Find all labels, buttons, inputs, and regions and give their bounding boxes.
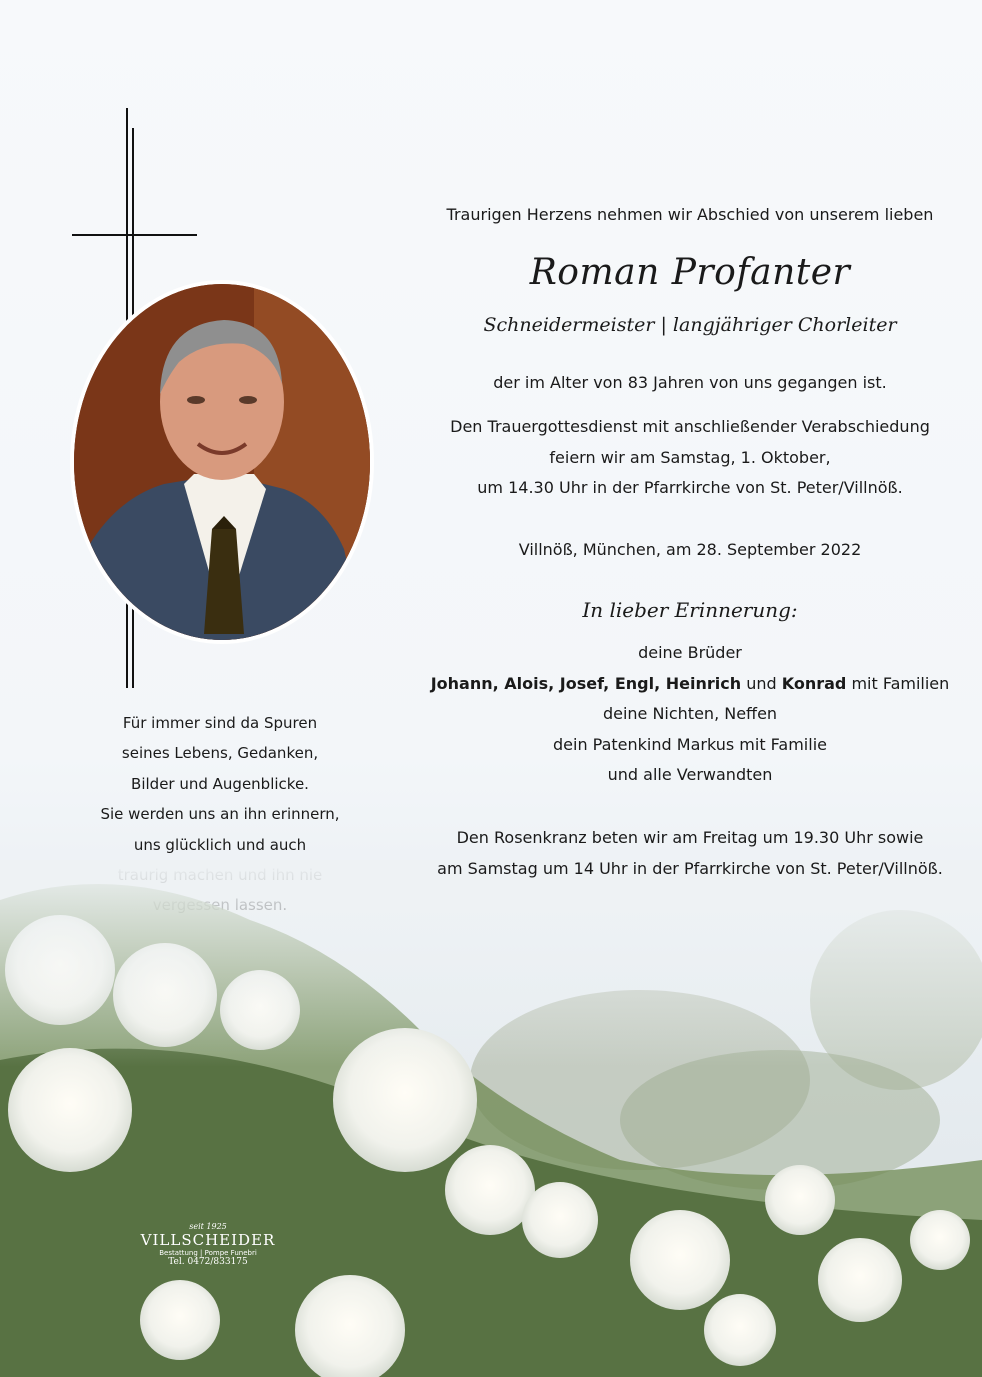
mourners-names: Johann, Alois, Josef, Engl, Heinrich: [430, 673, 742, 693]
deceased-titles: Schneidermeister | langjähriger Chorleiter: [483, 314, 897, 336]
poem-line: Sie werden uns an ihn erinnern,: [100, 805, 340, 824]
place-date: Villnöß, München, am 28. September 2022: [518, 540, 862, 559]
poem-line: Für immer sind da Spuren: [122, 714, 318, 732]
rosary-line: am Samstag um 14 Uhr in der Pfarrkirche von St. Peter/Villnöß.: [437, 858, 943, 878]
mourners-line: dein Patenkind Markus mit Familie: [553, 734, 827, 754]
mourners-name-last: Konrad: [781, 673, 847, 693]
funeral-line: Den Trauergottesdienst mit anschließender Verabschiedung: [450, 417, 930, 436]
logo-tagline: Bestattung | Pompe Funebri: [159, 1249, 257, 1257]
mourners-line: deine Nichten, Neffen: [602, 704, 778, 723]
logo-phone: Tel. 0472/833175: [168, 1257, 248, 1267]
mourners-line: deine Brüder: [638, 643, 742, 662]
rosary-line: Den Rosenkranz beten wir am Freitag um 19.30 Uhr sowie: [456, 828, 924, 847]
rosary-info: [410, 823, 970, 884]
funeral-line: um 14.30 Uhr in der Pfarrkirche von St. Peter/Villnöß.: [477, 478, 903, 497]
poem-line: Bilder und Augenblicke.: [131, 774, 309, 793]
mourners-and: und: [746, 673, 777, 693]
age-line: der im Alter von 83 Jahren von uns gegangen ist.: [493, 373, 887, 392]
rose-garden-image: [0, 860, 982, 1377]
funeral-info: [410, 412, 970, 504]
logo-since: seit 1925: [189, 1222, 227, 1231]
in-memory-heading: In lieber Erinnerung:: [582, 598, 798, 622]
undertaker-logo: [128, 1222, 288, 1267]
logo-brand: VILLSCHEIDER: [140, 1231, 276, 1249]
mourners-line: und alle Verwandten: [607, 765, 773, 784]
poem-line: seines Lebens, Gedanken,: [121, 744, 319, 763]
deceased-name: Roman Profanter: [529, 252, 851, 293]
mourners-suffix: mit Familien: [851, 673, 950, 693]
funeral-line: feiern wir am Samstag, 1. Oktober,: [549, 447, 831, 467]
mourners-names-line: [410, 669, 970, 700]
poem-line: uns glücklich und auch: [133, 835, 307, 854]
mourners-list: [410, 638, 970, 791]
portrait-photo: [74, 284, 370, 640]
intro-text: Traurigen Herzens nehmen wir Abschied von unserem lieben: [446, 205, 934, 224]
